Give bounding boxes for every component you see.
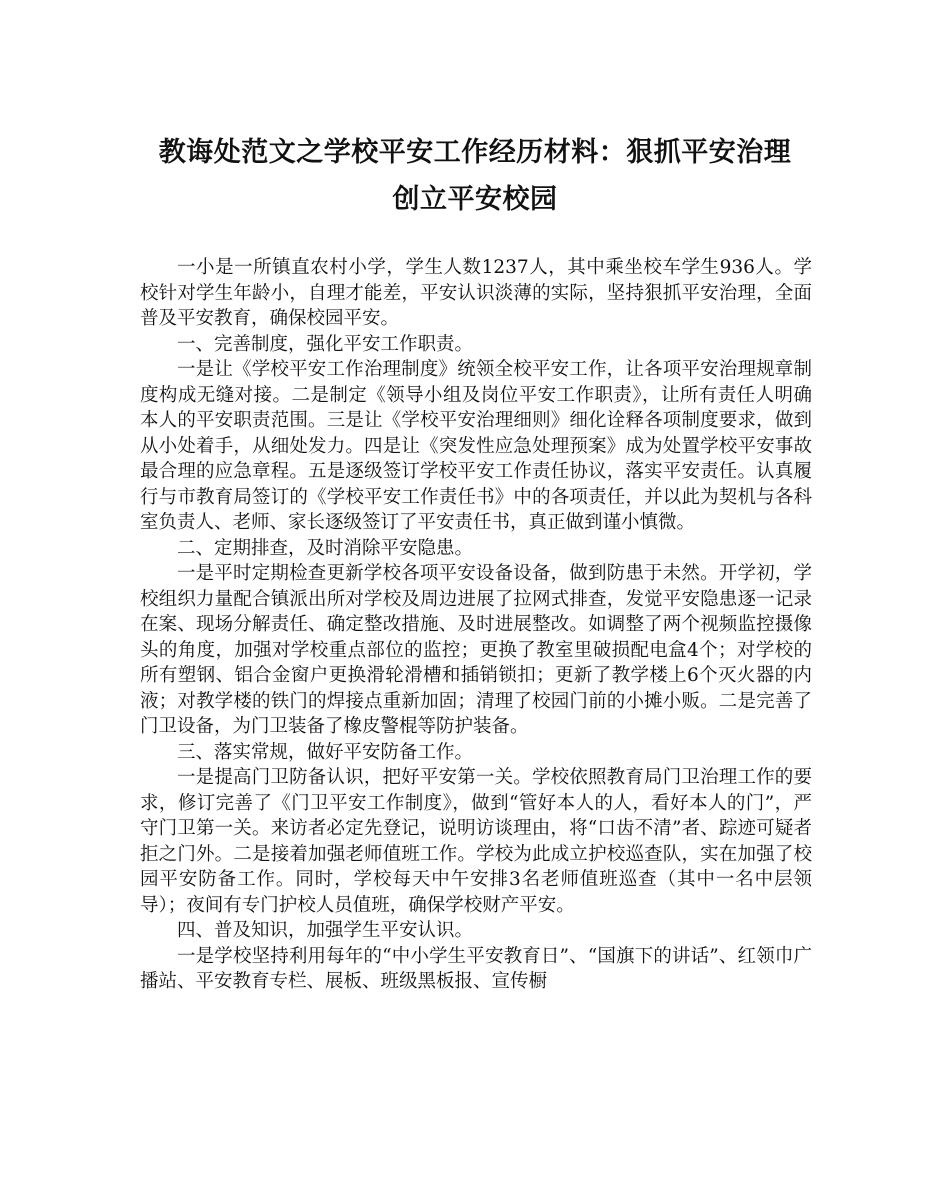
paragraph-section-1: 一是让《学校平安工作治理制度》统领全校平安工作，让各项平安治理规章制度构成无缝对接。二是制定《领导小组及岗位平安工作职责》，让所有责任人明确本人的平安职责范围。三是让《学校平安治理细则》细化诠释各项制度要求，做到从小处着手，从细处发力。四是让《突发性应急处理预案》成为处置学校平安事故最合理的应急章程。五是逐级签订学校平安工作责任协议，落实平安责任。认真履行与市教育局签订的《学校平安工作责任书》中的各项责任，并以此为契机与各科室负责人、老师、家长逐级签订了平安责任书，真正做到谨小慎微。 [140, 359, 812, 533]
section-heading-3: 三、落实常规，做好平安防备工作。 [177, 741, 474, 763]
section-heading-2: 二、定期排查，及时消除平安隐患。 [177, 537, 474, 559]
document-title-line-1: 教诲处范文之学校平安工作经历材料：狠抓平安治理 [158, 137, 792, 168]
paragraph-section-3: 一是提高门卫防备认识，把好平安第一关。学校依照教育局门卫治理工作的要求，修订完善了《门卫平安工作制度》，做到“管好本人的人，看好本人的门”，严守门卫第一关。来访者必定先登记，说明访谈理由，将“口齿不清”者、踪迹可疑者拒之门外。二是接着加强老师值班工作。学校为此成立护校巡查队，实在加强了校园平安防备工作。同时，学校每天中午安排3名老师值班巡查（其中一名中层领导）；夜间有专门护校人员值班，确保学校财产平安。 [140, 767, 812, 916]
section-heading-4: 四、普及知识，加强学生平安认识。 [177, 920, 474, 941]
paragraph-section-4: 一是学校坚持利用每年的“中小学生平安教育日”、“国旗下的讲话”、红领巾广播站、平安教育专栏、展板、班级黑板报、宣传橱 [140, 945, 812, 992]
paragraph-section-2: 一是平时定期检查更新学校各项平安设备设备，做到防患于未然。开学初，学校组织力量配合镇派出所对学校及周边进展了拉网式排查，发觉平安隐患逐一记录在案、现场分解责任、确定整改措施、及时进展整改。如调整了两个视频监控摄像头的角度，加强对学校重点部位的监控；更换了教室里破损配电盒4个；对学校的所有塑钢、铝合金窗户更换滑轮滑槽和插销锁扣；更新了教学楼上6个灭火器的内液；对教学楼的铁门的焊接点重新加固；清理了校园门前的小摊小贩。二是完善了门卫设备，为门卫装备了橡皮警棍等防护装备。 [140, 563, 812, 737]
document-body [140, 255, 812, 995]
paragraph-intro: 一小是一所镇直农村小学，学生人数1237人，其中乘坐校车学生936人。学校针对学生年龄小，自理才能差，平安认识淡薄的实际，坚持狠抓平安治理，全面普及平安教育，确保校园平安。 [140, 257, 812, 329]
document-title-line-2: 创立平安校园 [392, 184, 558, 215]
section-heading-1: 一、完善制度，强化平安工作职责。 [177, 333, 474, 355]
